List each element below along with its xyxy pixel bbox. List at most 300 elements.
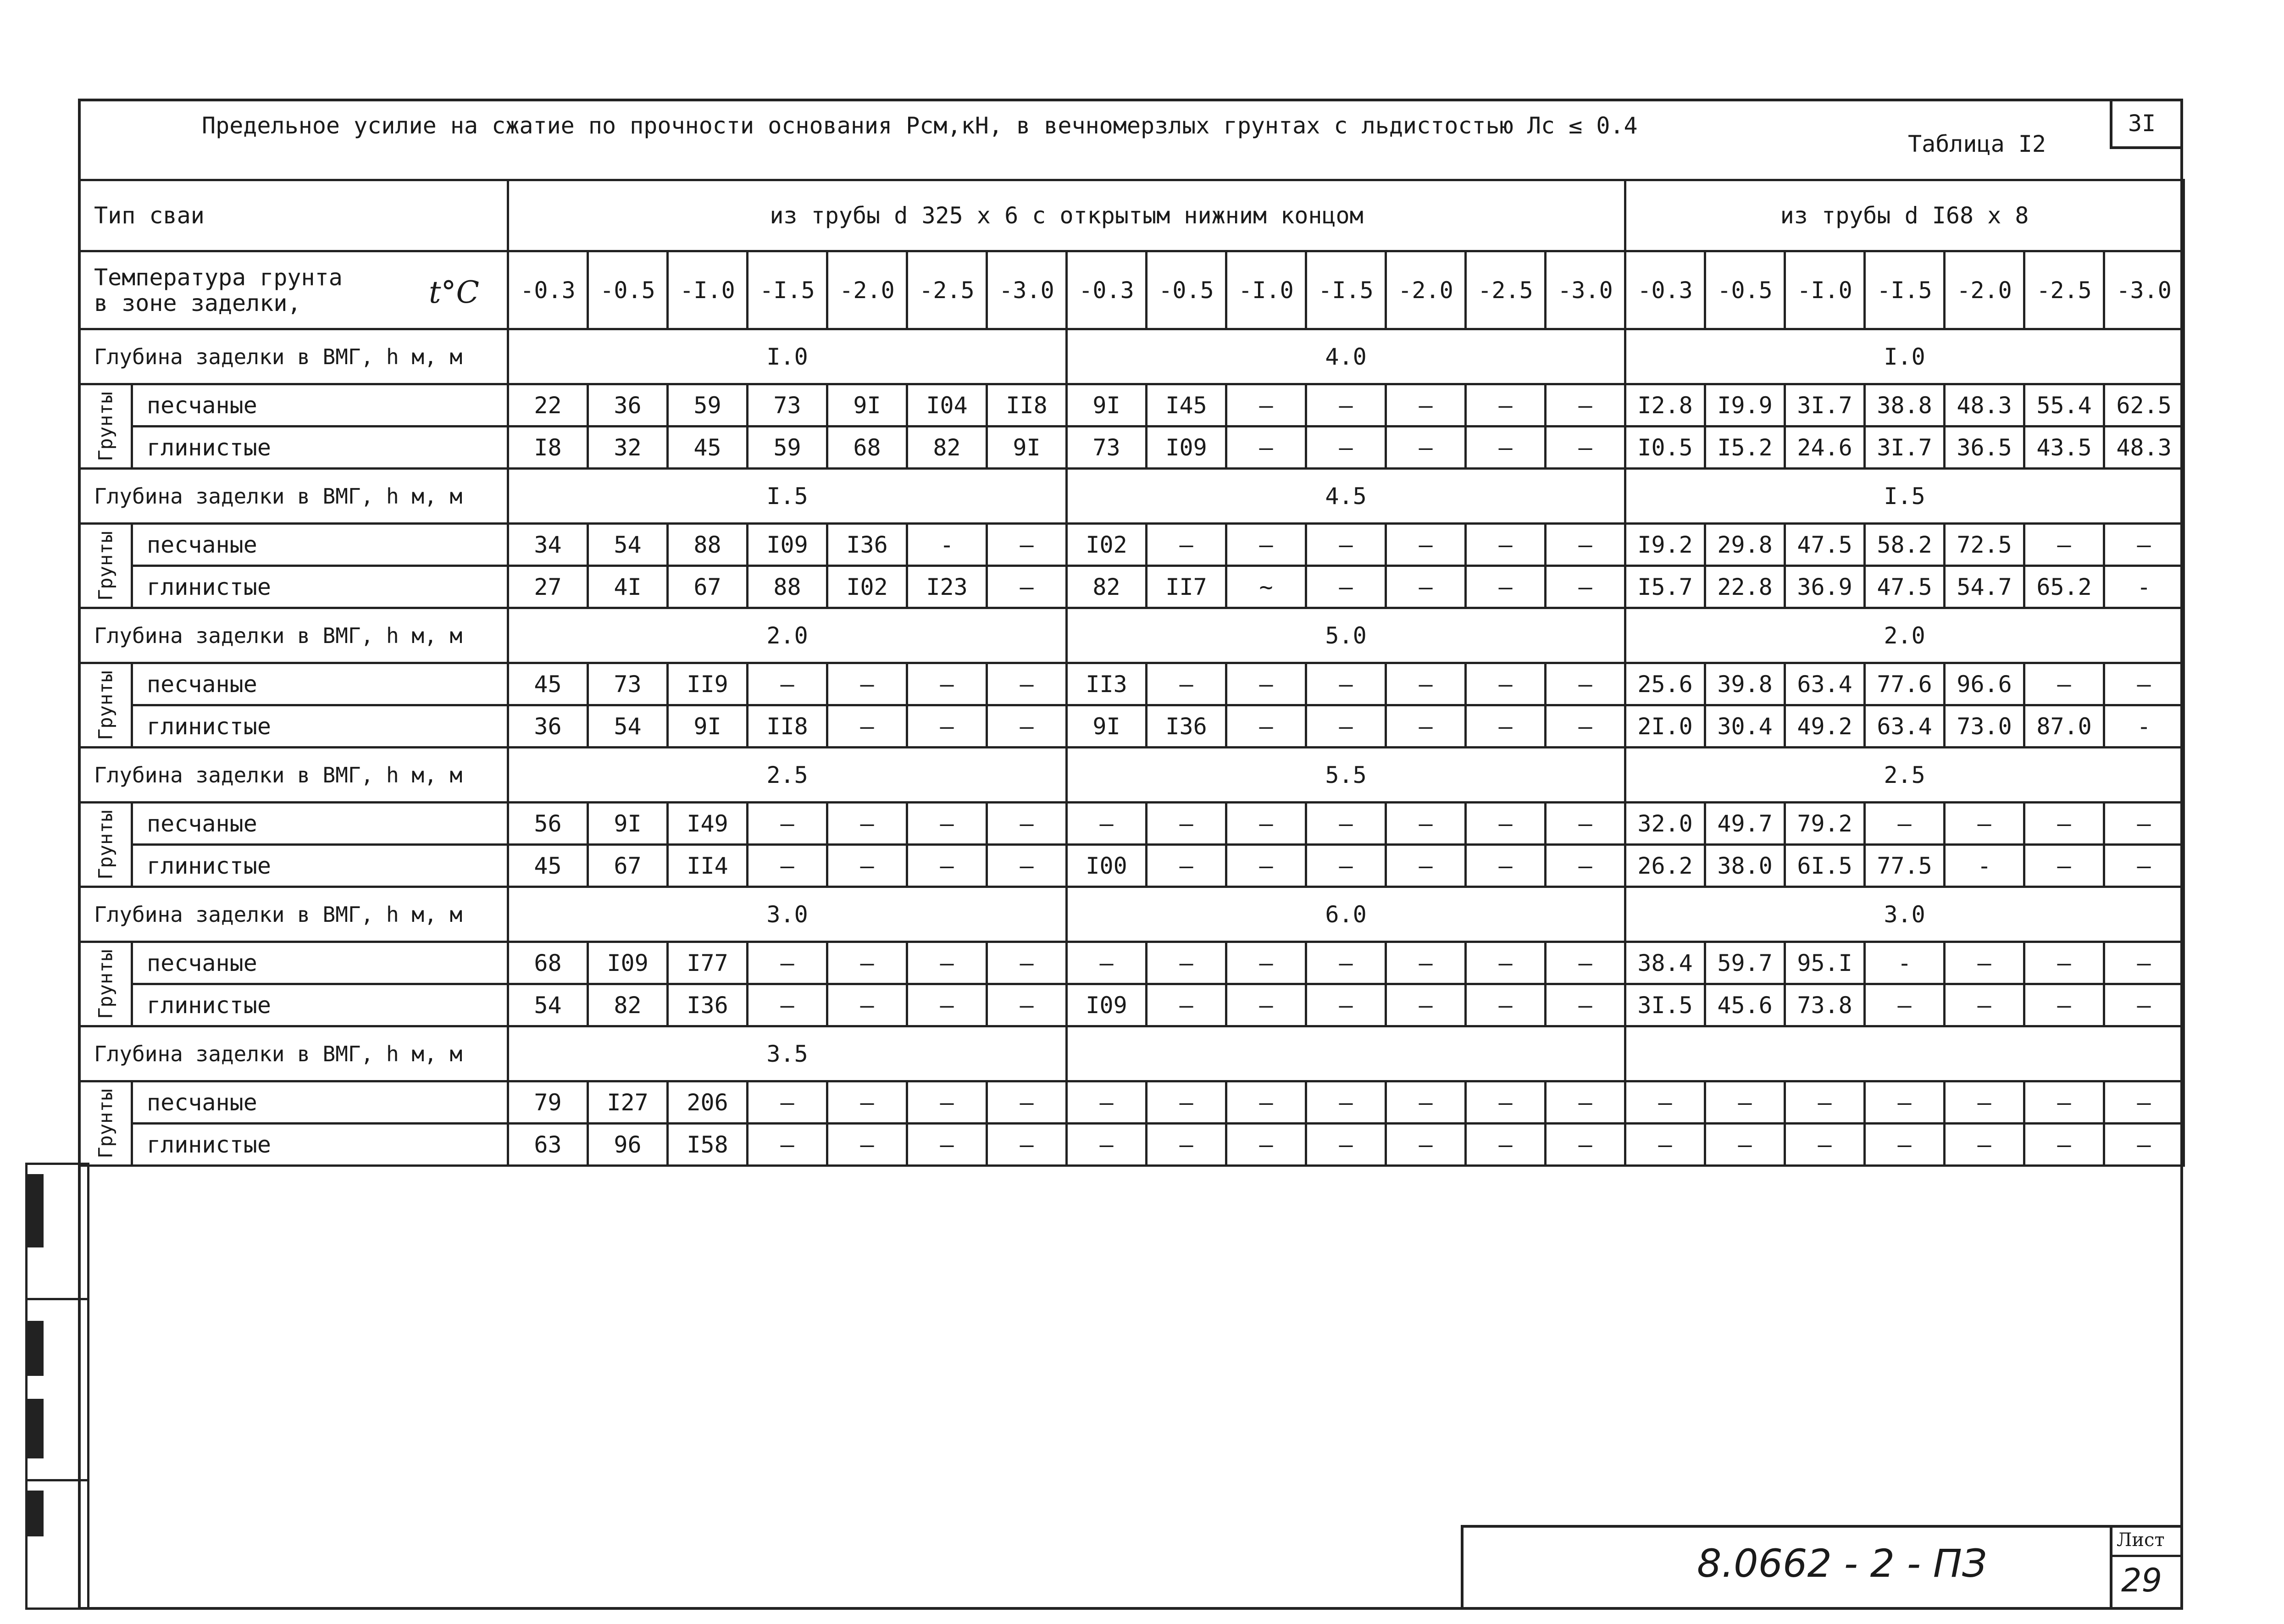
soil-clay-label: глинистые	[132, 984, 508, 1026]
value-cell: ~	[1226, 566, 1306, 608]
value-cell: II8	[987, 384, 1067, 427]
temperature-label-1: Температура грунта	[94, 264, 343, 291]
depth-value-b: 4.0	[1067, 329, 1625, 384]
value-cell: –	[748, 1081, 827, 1124]
soil-clay-label: глинистые	[132, 845, 508, 887]
clay-row	[79, 566, 2184, 608]
value-cell: II8	[748, 705, 827, 748]
value-cell: –	[2024, 1081, 2104, 1124]
value-cell: –	[1067, 1124, 1147, 1166]
value-cell: 6I.5	[1785, 845, 1865, 887]
soil-sand-label: песчаные	[132, 663, 508, 705]
value-cell: 77.6	[1865, 663, 1945, 705]
temperature-cell: -0.5	[588, 251, 668, 329]
value-cell: 63.4	[1865, 705, 1945, 748]
value-cell: 32	[588, 427, 668, 469]
value-cell: I09	[1067, 984, 1147, 1026]
value-cell: 49.2	[1785, 705, 1865, 748]
depth-value-c: 2.0	[1625, 608, 2184, 663]
value-cell: –	[1466, 942, 1546, 984]
side-strip-bar-2	[28, 1321, 44, 1376]
value-cell: 58.2	[1865, 524, 1945, 566]
value-cell: –	[907, 1124, 987, 1166]
value-cell: 88	[748, 566, 827, 608]
value-cell: –	[987, 1124, 1067, 1166]
value-cell: –	[1306, 384, 1386, 427]
sand-row	[79, 803, 2184, 845]
depth-value-b	[1067, 1026, 1625, 1081]
value-cell: -	[1865, 942, 1945, 984]
value-cell: –	[1546, 984, 1625, 1026]
value-cell: 79	[508, 1081, 588, 1124]
value-cell: –	[987, 1081, 1067, 1124]
value-cell: I04	[907, 384, 987, 427]
soil-sand-label: песчаные	[132, 384, 508, 427]
depth-value-c	[1625, 1026, 2184, 1081]
sand-row	[79, 1081, 2184, 1124]
value-cell: –	[1147, 984, 1226, 1026]
value-cell: 9I	[1067, 705, 1147, 748]
value-cell: –	[1306, 427, 1386, 469]
value-cell: 54.7	[1945, 566, 2024, 608]
value-cell: 43.5	[2024, 427, 2104, 469]
temperature-cell: -3.0	[987, 251, 1067, 329]
value-cell: –	[1945, 984, 2024, 1026]
depth-row	[79, 748, 2184, 803]
value-cell: –	[1306, 705, 1386, 748]
value-cell: 72.5	[1945, 524, 2024, 566]
value-cell: –	[1625, 1081, 1705, 1124]
soil-group-text: Грунты	[94, 809, 117, 880]
value-cell: –	[1546, 705, 1625, 748]
sheet-label-divider	[2110, 1555, 2183, 1557]
value-cell: 3I.7	[1785, 384, 1865, 427]
value-cell: –	[1466, 384, 1546, 427]
group-b-header: из трубы d I68 х 8	[1625, 180, 2184, 251]
value-cell: –	[1386, 803, 1466, 845]
value-cell: -	[2104, 566, 2184, 608]
value-cell: 54	[588, 705, 668, 748]
side-strip-bar-3	[28, 1399, 44, 1458]
value-cell: 54	[508, 984, 588, 1026]
temperature-cell: -3.0	[2104, 251, 2184, 329]
value-cell: –	[1226, 1081, 1306, 1124]
value-cell: 45.6	[1705, 984, 1785, 1026]
temperature-cell: -2.0	[1386, 251, 1466, 329]
value-cell: 45	[508, 845, 588, 887]
value-cell: 34	[508, 524, 588, 566]
value-cell: I27	[588, 1081, 668, 1124]
sand-row	[79, 942, 2184, 984]
temperature-cell: -0.5	[1147, 251, 1226, 329]
value-cell: 36.5	[1945, 427, 2024, 469]
depth-value-b: 4.5	[1067, 469, 1625, 524]
temperature-cell: -2.5	[1466, 251, 1546, 329]
value-cell: 48.3	[2104, 427, 2184, 469]
value-cell: –	[2024, 524, 2104, 566]
clay-row	[79, 1124, 2184, 1166]
temperature-cell: -2.0	[1945, 251, 2024, 329]
value-cell: –	[2024, 663, 2104, 705]
value-cell: –	[987, 942, 1067, 984]
value-cell: -	[2104, 705, 2184, 748]
depth-label: Глубина заделки в ВМГ, h м, м	[79, 329, 508, 384]
value-cell: –	[1865, 1081, 1945, 1124]
sand-row	[79, 524, 2184, 566]
temperature-cell: -I.5	[1865, 251, 1945, 329]
value-cell: –	[1226, 705, 1306, 748]
value-cell: I9.9	[1705, 384, 1785, 427]
depth-value-a: 3.0	[508, 887, 1067, 942]
value-cell: –	[1226, 803, 1306, 845]
value-cell: I36	[1147, 705, 1226, 748]
value-cell: 206	[668, 1081, 748, 1124]
value-cell: –	[827, 803, 907, 845]
temperature-cell: -I.0	[1226, 251, 1306, 329]
depth-label: Глубина заделки в ВМГ, h м, м	[79, 748, 508, 803]
value-cell: 73.0	[1945, 705, 2024, 748]
value-cell: –	[1466, 524, 1546, 566]
value-cell: –	[1705, 1124, 1785, 1166]
value-cell: –	[1546, 845, 1625, 887]
soil-group-label	[79, 942, 132, 1026]
value-cell: –	[827, 942, 907, 984]
pile-type-header: Тип сваи	[79, 180, 508, 251]
value-cell: I00	[1067, 845, 1147, 887]
value-cell: I09	[588, 942, 668, 984]
value-cell: –	[1466, 566, 1546, 608]
value-cell: –	[827, 984, 907, 1026]
value-cell: –	[2024, 845, 2104, 887]
soil-clay-label: глинистые	[132, 1124, 508, 1166]
sand-row	[79, 384, 2184, 427]
value-cell: –	[827, 705, 907, 748]
value-cell: 25.6	[1625, 663, 1705, 705]
value-cell: 38.0	[1705, 845, 1785, 887]
side-strip-bar-1	[28, 1174, 44, 1247]
value-cell: –	[1147, 1124, 1226, 1166]
value-cell: 82	[1067, 566, 1147, 608]
temperature-label-2: в зоне заделки,	[94, 289, 301, 316]
value-cell: –	[2104, 1081, 2184, 1124]
value-cell: –	[987, 663, 1067, 705]
value-cell: 63.4	[1785, 663, 1865, 705]
depth-row	[79, 1026, 2184, 1081]
value-cell: –	[1386, 942, 1466, 984]
value-cell: –	[1306, 524, 1386, 566]
value-cell: 79.2	[1785, 803, 1865, 845]
value-cell: –	[1226, 427, 1306, 469]
soil-clay-label: глинистые	[132, 427, 508, 469]
depth-label: Глубина заделки в ВМГ, h м, м	[79, 887, 508, 942]
value-cell: –	[1306, 1124, 1386, 1166]
soil-group-label	[79, 384, 132, 469]
value-cell: –	[1546, 663, 1625, 705]
value-cell: –	[748, 942, 827, 984]
value-cell: I36	[668, 984, 748, 1026]
value-cell: 54	[588, 524, 668, 566]
value-cell: –	[907, 1081, 987, 1124]
soil-group-label	[79, 663, 132, 748]
value-cell: –	[1147, 524, 1226, 566]
depth-label: Глубина заделки в ВМГ, h м, м	[79, 469, 508, 524]
value-cell: –	[1306, 984, 1386, 1026]
depth-label: Глубина заделки в ВМГ, h м, м	[79, 608, 508, 663]
value-cell: –	[1306, 803, 1386, 845]
value-cell: –	[827, 663, 907, 705]
value-cell: –	[1785, 1124, 1865, 1166]
value-cell: 65.2	[2024, 566, 2104, 608]
value-cell: 38.8	[1865, 384, 1945, 427]
depth-row	[79, 887, 2184, 942]
value-cell: I02	[1067, 524, 1147, 566]
value-cell: 47.5	[1865, 566, 1945, 608]
value-cell: 30.4	[1705, 705, 1785, 748]
value-cell: –	[1546, 384, 1625, 427]
depth-value-c: I.0	[1625, 329, 2184, 384]
temperature-cell: -I.5	[748, 251, 827, 329]
value-cell: 73	[748, 384, 827, 427]
value-cell: II4	[668, 845, 748, 887]
value-cell: –	[1945, 1124, 2024, 1166]
value-cell: –	[1386, 1124, 1466, 1166]
value-cell: –	[1147, 663, 1226, 705]
value-cell: I2.8	[1625, 384, 1705, 427]
value-cell: –	[987, 845, 1067, 887]
value-cell: 3I.5	[1625, 984, 1705, 1026]
side-strip-divider-2	[25, 1479, 89, 1481]
document-code: 8.0662 - 2 - ПЗ	[1697, 1541, 1987, 1586]
temperature-cell: -3.0	[1546, 251, 1625, 329]
depth-value-b: 5.5	[1067, 748, 1625, 803]
value-cell: –	[1865, 984, 1945, 1026]
sheet-label: Лист	[2117, 1530, 2165, 1551]
value-cell: -	[1945, 845, 2024, 887]
depth-value-a: 2.5	[508, 748, 1067, 803]
value-cell: –	[2104, 1124, 2184, 1166]
value-cell: 22	[508, 384, 588, 427]
value-cell: I45	[1147, 384, 1226, 427]
value-cell: –	[1226, 845, 1306, 887]
value-cell: 9I	[588, 803, 668, 845]
value-cell: I23	[907, 566, 987, 608]
value-cell: –	[1386, 524, 1466, 566]
soil-sand-label: песчаные	[132, 1081, 508, 1124]
soil-sand-label: песчаные	[132, 803, 508, 845]
value-cell: –	[2104, 803, 2184, 845]
temperature-header	[79, 251, 508, 329]
value-cell: 4I	[588, 566, 668, 608]
soil-group-label	[79, 1081, 132, 1166]
header-row-groups	[79, 180, 2184, 251]
value-cell: –	[1625, 1124, 1705, 1166]
group-a-header: из трубы d 325 х 6 с открытым нижним концом	[508, 180, 1625, 251]
value-cell: –	[1945, 803, 2024, 845]
value-cell: 49.7	[1705, 803, 1785, 845]
value-cell: –	[1466, 803, 1546, 845]
value-cell: –	[1466, 845, 1546, 887]
value-cell: 68	[508, 942, 588, 984]
value-cell: 32.0	[1625, 803, 1705, 845]
value-cell: –	[1306, 1081, 1386, 1124]
temperature-cell: -2.5	[907, 251, 987, 329]
value-cell: –	[1067, 1081, 1147, 1124]
soil-group-text: Грунты	[94, 670, 117, 740]
value-cell: 9I	[668, 705, 748, 748]
value-cell: –	[1386, 984, 1466, 1026]
value-cell: –	[1226, 663, 1306, 705]
value-cell: –	[748, 1124, 827, 1166]
value-cell: 73	[588, 663, 668, 705]
value-cell: 36.9	[1785, 566, 1865, 608]
value-cell: –	[2104, 942, 2184, 984]
value-cell: –	[1546, 1081, 1625, 1124]
value-cell: I36	[827, 524, 907, 566]
value-cell: –	[748, 663, 827, 705]
side-strip-bar-4	[28, 1491, 44, 1536]
value-cell: –	[1546, 1124, 1625, 1166]
value-cell: II9	[668, 663, 748, 705]
value-cell: –	[1546, 427, 1625, 469]
value-cell: –	[1386, 705, 1466, 748]
value-cell: 36	[508, 705, 588, 748]
value-cell: 67	[668, 566, 748, 608]
value-cell: –	[1147, 845, 1226, 887]
value-cell: –	[1067, 803, 1147, 845]
value-cell: –	[748, 803, 827, 845]
value-cell: I5.2	[1705, 427, 1785, 469]
depth-value-b: 6.0	[1067, 887, 1625, 942]
value-cell: –	[1147, 942, 1226, 984]
value-cell: -	[907, 524, 987, 566]
value-cell: –	[1147, 1081, 1226, 1124]
temperature-cell: -0.3	[508, 251, 588, 329]
value-cell: –	[2104, 663, 2184, 705]
value-cell: –	[2104, 984, 2184, 1026]
value-cell: I09	[748, 524, 827, 566]
value-cell: –	[1067, 942, 1147, 984]
value-cell: –	[2104, 845, 2184, 887]
value-cell: 59	[748, 427, 827, 469]
value-cell: –	[827, 1081, 907, 1124]
value-cell: –	[1466, 1124, 1546, 1166]
value-cell: –	[2104, 524, 2184, 566]
value-cell: 2I.0	[1625, 705, 1705, 748]
value-cell: I49	[668, 803, 748, 845]
value-cell: –	[987, 524, 1067, 566]
value-cell: 9I	[827, 384, 907, 427]
value-cell: –	[1306, 845, 1386, 887]
value-cell: –	[2024, 942, 2104, 984]
value-cell: I77	[668, 942, 748, 984]
value-cell: II3	[1067, 663, 1147, 705]
value-cell: I5.7	[1625, 566, 1705, 608]
value-cell: 82	[588, 984, 668, 1026]
value-cell: –	[1945, 1081, 2024, 1124]
value-cell: –	[907, 845, 987, 887]
value-cell: 27	[508, 566, 588, 608]
sheet-number: 29	[2121, 1562, 2162, 1599]
temperature-cell: -0.3	[1067, 251, 1147, 329]
soil-clay-label: глинистые	[132, 566, 508, 608]
soil-group-text: Грунты	[94, 391, 117, 461]
value-cell: –	[907, 942, 987, 984]
value-cell: –	[1226, 524, 1306, 566]
depth-value-a: I.0	[508, 329, 1067, 384]
soil-group-text: Грунты	[94, 1088, 117, 1158]
value-cell: –	[2024, 984, 2104, 1026]
value-cell: –	[1546, 566, 1625, 608]
value-cell: –	[1546, 524, 1625, 566]
value-cell: –	[1306, 942, 1386, 984]
value-cell: –	[1226, 942, 1306, 984]
depth-value-a: 2.0	[508, 608, 1067, 663]
title-block-divider	[2110, 1525, 2112, 1610]
value-cell: 73.8	[1785, 984, 1865, 1026]
value-cell: –	[1945, 942, 2024, 984]
value-cell: 45	[668, 427, 748, 469]
sand-row	[79, 663, 2184, 705]
value-cell: 26.2	[1625, 845, 1705, 887]
value-cell: 22.8	[1705, 566, 1785, 608]
soil-sand-label: песчаные	[132, 524, 508, 566]
value-cell: –	[1546, 803, 1625, 845]
value-cell: 95.I	[1785, 942, 1865, 984]
value-cell: 68	[827, 427, 907, 469]
depth-label: Глубина заделки в ВМГ, h м, м	[79, 1026, 508, 1081]
depth-row	[79, 469, 2184, 524]
soil-group-label	[79, 524, 132, 608]
soil-group-text: Грунты	[94, 531, 117, 601]
value-cell: –	[1386, 845, 1466, 887]
value-cell: 96	[588, 1124, 668, 1166]
value-cell: 55.4	[2024, 384, 2104, 427]
table-title: Предельное усилие на сжатие по прочности основания Рсм,кН, в вечномерзлых грунтах с льдистостью Лс ≤ 0.4	[202, 112, 1638, 139]
depth-value-b: 5.0	[1067, 608, 1625, 663]
clay-row	[79, 984, 2184, 1026]
value-cell: –	[748, 845, 827, 887]
value-cell: –	[1306, 566, 1386, 608]
value-cell: –	[1865, 1124, 1945, 1166]
value-cell: –	[907, 803, 987, 845]
temperature-cell: -2.0	[827, 251, 907, 329]
value-cell: –	[827, 845, 907, 887]
page-corner-number: 3I	[2128, 110, 2156, 137]
value-cell: 9I	[1067, 384, 1147, 427]
value-cell: –	[2024, 1124, 2104, 1166]
value-cell: 36	[588, 384, 668, 427]
value-cell: 56	[508, 803, 588, 845]
value-cell: 45	[508, 663, 588, 705]
depth-value-c: 3.0	[1625, 887, 2184, 942]
value-cell: 59	[668, 384, 748, 427]
value-cell: –	[1466, 427, 1546, 469]
temperature-unit: t°C	[428, 275, 480, 310]
temperature-cell: -I.0	[668, 251, 748, 329]
clay-row	[79, 705, 2184, 748]
depth-value-c: 2.5	[1625, 748, 2184, 803]
value-cell: 67	[588, 845, 668, 887]
value-cell: –	[1785, 1081, 1865, 1124]
value-cell: –	[1226, 984, 1306, 1026]
value-cell: 73	[1067, 427, 1147, 469]
value-cell: I58	[668, 1124, 748, 1166]
table-label: Таблица I2	[1908, 131, 2046, 157]
value-cell: I9.2	[1625, 524, 1705, 566]
value-cell: 62.5	[2104, 384, 2184, 427]
value-cell: –	[1386, 1081, 1466, 1124]
side-strip-divider-1	[25, 1298, 89, 1300]
